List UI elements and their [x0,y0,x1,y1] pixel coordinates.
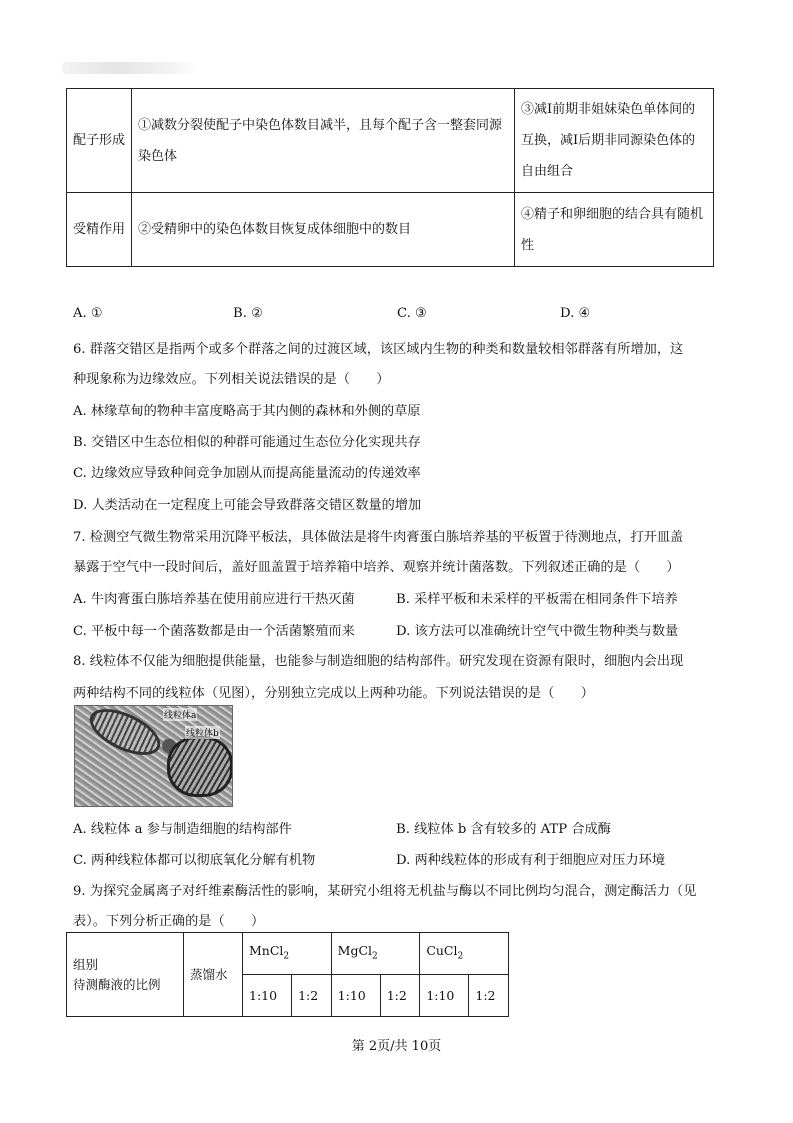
mitochondrion-a-shape [83,705,167,764]
header-cucl2: CuCl$_2$ [420,933,509,975]
q5-option-c: C. ③ [397,306,427,321]
cell-random-fusion: ④精子和卵细胞的结合具有随机性 [515,193,714,267]
header-group-cell [67,933,184,1017]
q5-option-b: B. ② [233,306,263,321]
q8-option-c: C. 两种线粒体都可以彻底氧化分解有机物 [73,853,316,868]
cell-meiosis: ①减数分裂使配子中染色体数目减半，且每个配子含一整套同源染色体 [132,89,515,193]
q7-stem-line1: 7. 检测空气微生物常采用沉降平板法，具体做法是将牛肉膏蛋白胨培养基的平板置于待测地点，打开皿盖 [73,530,684,545]
q5-option-d: D. ④ [560,306,591,321]
page-footer: 第 2页/共 10页 [351,1039,442,1054]
q6-option-d: D. 人类活动在一定程度上可能会导致群落交错区数量的增加 [73,498,422,513]
header-water: 蒸馏水 [184,933,243,1017]
row-label-fertilization: 受精作用 [67,193,132,267]
label-mitochondrion-b: 线粒体b [185,726,220,739]
q6-stem-line1: 6. 群落交错区是指两个或多个群落之间的过渡区域，该区域内生物的种类和数量较相邻群落有所增加，这 [73,342,684,357]
cell-crossover: ③减Ⅰ前期非姐妹染色单体间的互换，减Ⅰ后期非同源染色体的自由组合 [515,89,714,193]
mitochondria-micrograph [74,705,233,807]
q9-stem-line1: 9. 为探究金属离子对纤维素酶活性的影响，某研究小组将无机盐与酶以不同比例均匀混合，测定酶活力（见 [73,884,697,899]
ratio-cell: 1:2 [380,975,420,1017]
ratio-cell: 1:10 [331,975,380,1017]
q7-option-b: B. 采样平板和未采样的平板需在相同条件下培养 [396,592,678,607]
q6-option-b: B. 交错区中生态位相似的种群可能通过生态位分化实现共存 [73,435,421,450]
q8-option-b: B. 线粒体 b 含有较多的 ATP 合成酶 [396,822,611,837]
cell-zygote: ②受精卵中的染色体数目恢复成体细胞中的数目 [132,193,515,267]
enzyme-ratio-table [66,932,509,1017]
header-mncl2: MnCl$_2$ [243,933,332,975]
q8-stem-line2: 两种结构不同的线粒体（见图），分别独立完成以上两种功能。下列说法错误的是（ ） [73,686,594,701]
q9-stem-line2: 表）。下列分析正确的是（ ） [73,914,265,929]
scan-smudge [62,62,197,74]
comparison-table [66,88,714,267]
q5-option-a: A. ① [73,306,103,321]
q8-option-a: A. 线粒体 a 参与制造细胞的结构部件 [73,822,292,837]
label-mitochondrion-a: 线粒体a [163,708,197,721]
q6-option-a: A. 林缘草甸的物种丰富度略高于其内侧的森林和外侧的草原 [73,404,421,419]
ratio-cell: 1:10 [243,975,292,1017]
q7-stem-line2: 暴露于空气中一段时间后，盖好皿盖置于培养箱中培养、观察并统计菌落数。下列叙述正确的是（ ） [73,560,680,575]
ratio-cell: 1:2 [469,975,509,1017]
header-mgcl2: MgCl$_2$ [331,933,420,975]
mitochondrion-b-shape [167,736,233,797]
q7-option-d: D. 该方法可以准确统计空气中微生物种类与数量 [396,624,679,639]
q7-option-a: A. 牛肉膏蛋白胨培养基在使用前应进行干热灭菌 [73,592,355,607]
ratio-cell: 1:2 [292,975,332,1017]
q8-stem-line1: 8. 线粒体不仅能为细胞提供能量，也能参与制造细胞的结构部件。研究发现在资源有限时，细胞内会出现 [73,654,684,669]
header-group: 组别 [73,956,99,972]
q8-option-d: D. 两种线粒体的形成有利于细胞应对压力环境 [396,853,666,868]
header-ratio: 待测酶液的比例 [73,976,161,992]
q6-option-c: C. 边缘效应导致种间竞争加剧从而提高能量流动的传递效率 [73,466,421,481]
q6-stem-line2: 种现象称为边缘效应。下列相关说法错误的是（ ） [73,372,390,387]
row-label-gamete: 配子形成 [67,89,132,193]
ratio-cell: 1:10 [420,975,469,1017]
q7-option-c: C. 平板中每一个菌落数都是由一个活菌繁殖而来 [73,624,355,639]
